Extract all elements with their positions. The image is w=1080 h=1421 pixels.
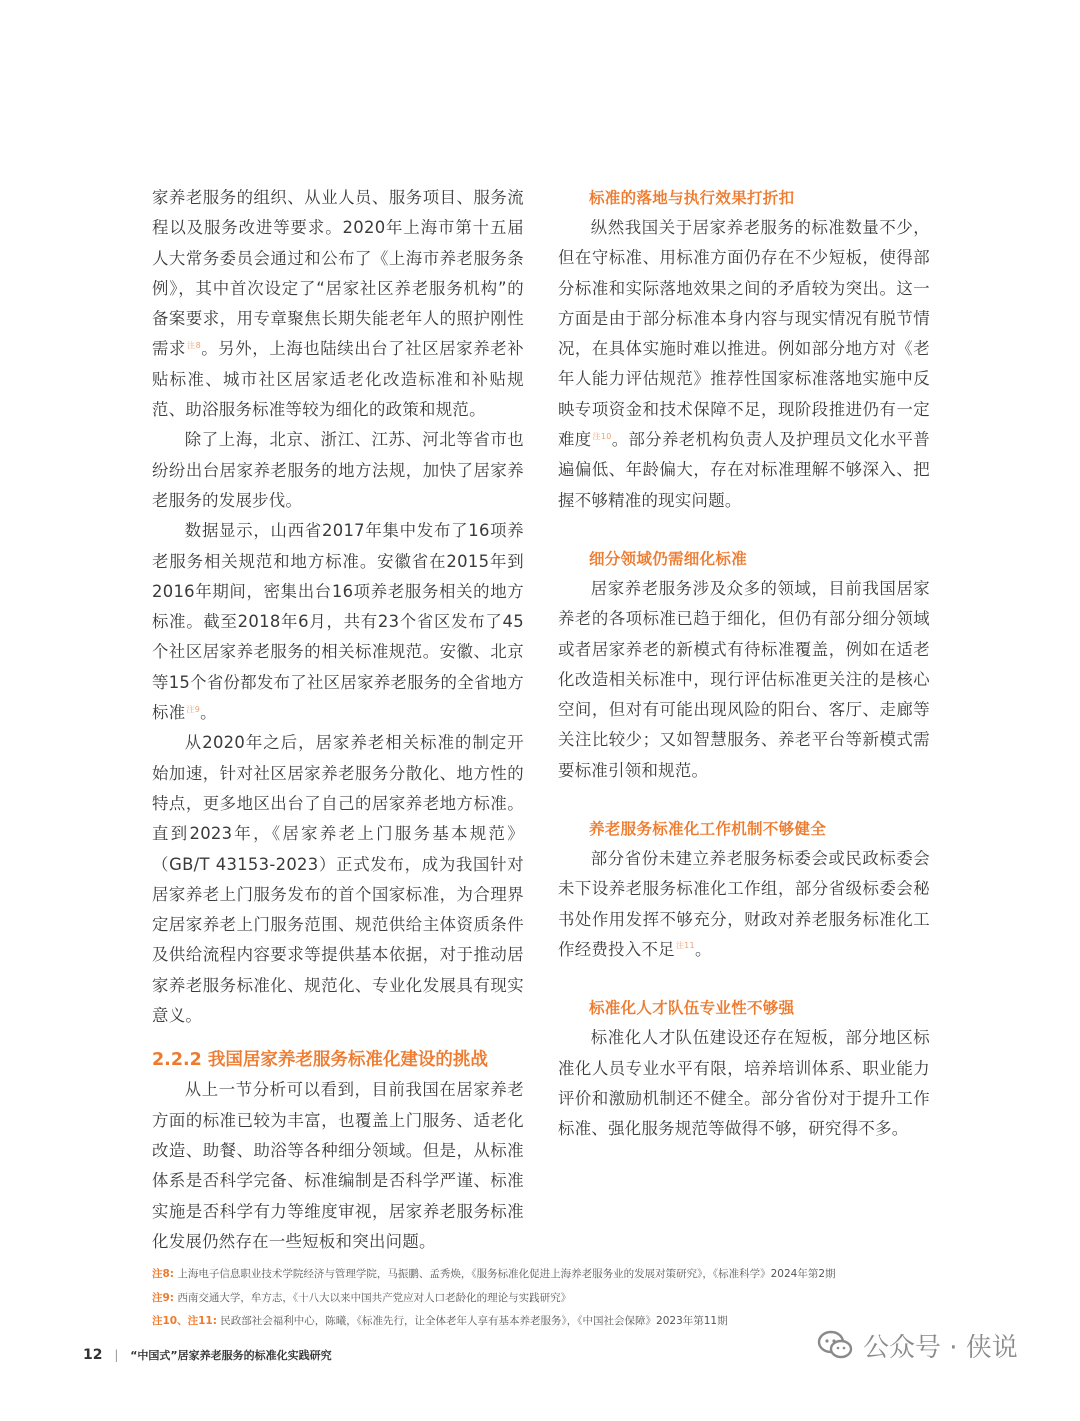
- page-number: 12: [83, 1347, 103, 1363]
- paragraph-text: 。另外，上海也陆续出台了社区居家养老补贴标准、城市社区居家适老化改造标准和补贴规范、助浴服务标准等较为细化的政策和规范。: [152, 339, 524, 420]
- subheading: 标准的落地与执行效果打折扣: [589, 189, 795, 207]
- right-column: [558, 183, 930, 1144]
- subheading: 标准化人才队伍专业性不够强: [589, 999, 795, 1018]
- footnote-text: 上海电子信息职业技术学院经济与管理学院，马振鹏、孟秀焕，《服务标准化促进上海养老服务业的发展对策研究》，《标准科学》2024年第2期: [177, 1268, 836, 1280]
- body-paragraph: [152, 516, 524, 728]
- left-column: [152, 183, 524, 1257]
- wechat-icon: [817, 1330, 853, 1360]
- body-paragraph: 标准化人才队伍建设还存在短板，部分地区标准化人员专业水平有限，培养培训体系、职业能力评价和激励机制还不健全。部分省份对于提升工作标准、强化服务规范等做得不够，研究得不多。: [558, 1028, 930, 1139]
- footnote-text: 西南交通大学，牟方志，《十八大以来中国共产党应对人口老龄化的理论与实践研究》: [177, 1291, 572, 1304]
- section-heading: 2.2.2 我国居家养老服务标准化建设的挑战: [152, 1050, 488, 1071]
- footnote-label: 注10、注11:: [152, 1315, 217, 1327]
- paragraph-text: 。: [200, 703, 217, 723]
- paragraph-text: 。: [694, 939, 712, 959]
- page-footer: [83, 1347, 332, 1363]
- paragraph-text: 数据显示，山西省2017年集中发布了16项养老服务相关规范和地方标准。安徽省在2015年到2016年期间，密集出台16项养老服务相关的地方标准。截至2018年6月，共有23个省区发布了45个社区居家养老服务的相关标准规范。安徽、北京等15个省份都发布了社区居家养老服务的全省地方标准: [152, 521, 524, 723]
- footnote-ref-11[interactable]: 注11: [675, 941, 695, 951]
- footnote-label: 注9:: [152, 1291, 175, 1304]
- body-paragraph: [558, 844, 930, 965]
- footnote-ref-9[interactable]: 注9: [186, 704, 201, 714]
- spacer: [558, 965, 930, 993]
- body-paragraph: 从上一节分析可以看到，目前我国在居家养老方面的标准已较为丰富，也覆盖上门服务、适老化改造、助餐、助浴等各种细分领域。但是，从标准体系是否科学完备、标准编制是否科学严谨、标准实施是否科学有力等维度审视，居家养老服务标准化发展仍然存在一些短板和突出问题。: [152, 1080, 524, 1251]
- footnote-ref-10[interactable]: 注10: [592, 431, 612, 441]
- body-paragraph: 从2020年之后，居家养老相关标准的制定开始加速，针对社区居家养老服务分散化、地方性的特点，更多地区出台了自己的居家养老地方标准。直到2023年，《居家养老上门服务基本规范》（GB/T 43153-2023）正式发布，成为我国针对居家养老上门服务发布的首个国家标准，为合理界定居家养老上门服务范围、规范供给主体资质条件及供给流程内容要求等提供基本依据，对于推动居家养老服务标准化、规范化、专业化发展具有现实意义。: [152, 733, 524, 1026]
- body-paragraph: [558, 213, 930, 516]
- paragraph-text: 。部分养老机构负责人及护理员文化水平普遍偏低、年龄偏大，存在对标准理解不够深入、把握不够精准的现实问题。: [558, 430, 930, 510]
- subheading: 细分领域仍需细化标准: [589, 549, 748, 568]
- body-paragraph: [152, 183, 524, 425]
- footer-title: “中国式”居家养老服务的标准化实践研究: [130, 1349, 332, 1362]
- footnotes: [152, 1263, 952, 1334]
- spacer: [558, 786, 930, 814]
- watermark-text: 公众号 · 侠说: [863, 1332, 1018, 1363]
- footnote-ref-8[interactable]: 注8: [187, 341, 201, 351]
- spacer: [558, 516, 930, 544]
- paragraph-text: 家养老服务的组织、从业人员、服务项目、服务流程以及服务改进等要求。2020年上海市第十五届人大常务委员会通过和公布了《上海市养老服务条例》，其中首次设定了“居家社区养老服务机构”的备案要求，用专章聚焦长期失能老年人的照护刚性需求: [152, 188, 524, 359]
- footer-separator: |: [114, 1348, 119, 1362]
- footnote-text: 民政部社会福利中心，陈曦，《标准先行，让全体老年人享有基本养老服务》，《中国社会保障》2023年第11期: [220, 1315, 728, 1327]
- footnote-9: [152, 1287, 952, 1311]
- footnote-label: 注8:: [152, 1268, 175, 1280]
- watermark: [817, 1325, 1057, 1365]
- body-paragraph: 居家养老服务涉及众多的领域，目前我国居家养老的各项标准已趋于细化，但仍有部分细分领域或者居家养老的新模式有待标准覆盖，例如在适老化改造相关标准中，现行评估标准更关注的是核心空间，但对有可能出现风险的阳台、客厅、走廊等关注比较少；又如智慧服务、养老平台等新模式需要标准引领和规范。: [558, 578, 930, 780]
- footnote-8: [152, 1263, 952, 1287]
- subheading: 养老服务标准化工作机制不够健全: [589, 820, 827, 839]
- paragraph-text: 纵然我国关于居家养老服务的标准数量不少，但在守标准、用标准方面仍存在不少短板，使得部分标准和实际落地效果之间的矛盾较为突出。这一方面是由于部分标准本身内容与现实情况有脱节情况，在具体实施时难以推进。例如部分地方对《老年人能力评估规范》推荐性国家标准落地实施中反映专项资金和技术保障不足，现阶段推进仍有一定难度: [558, 218, 930, 450]
- paragraph-text: 部分省份未建立养老服务标委会或民政标委会未下设养老服务标准化工作组，部分省级标委会秘书处作用发挥不够充分，财政对养老服务标准化工作经费投入不足: [558, 849, 930, 959]
- spacer: [152, 1031, 524, 1045]
- body-paragraph: 除了上海，北京、浙江、江苏、河北等省市也纷纷出台居家养老服务的地方法规，加快了居家养老服务的发展步伐。: [152, 430, 524, 510]
